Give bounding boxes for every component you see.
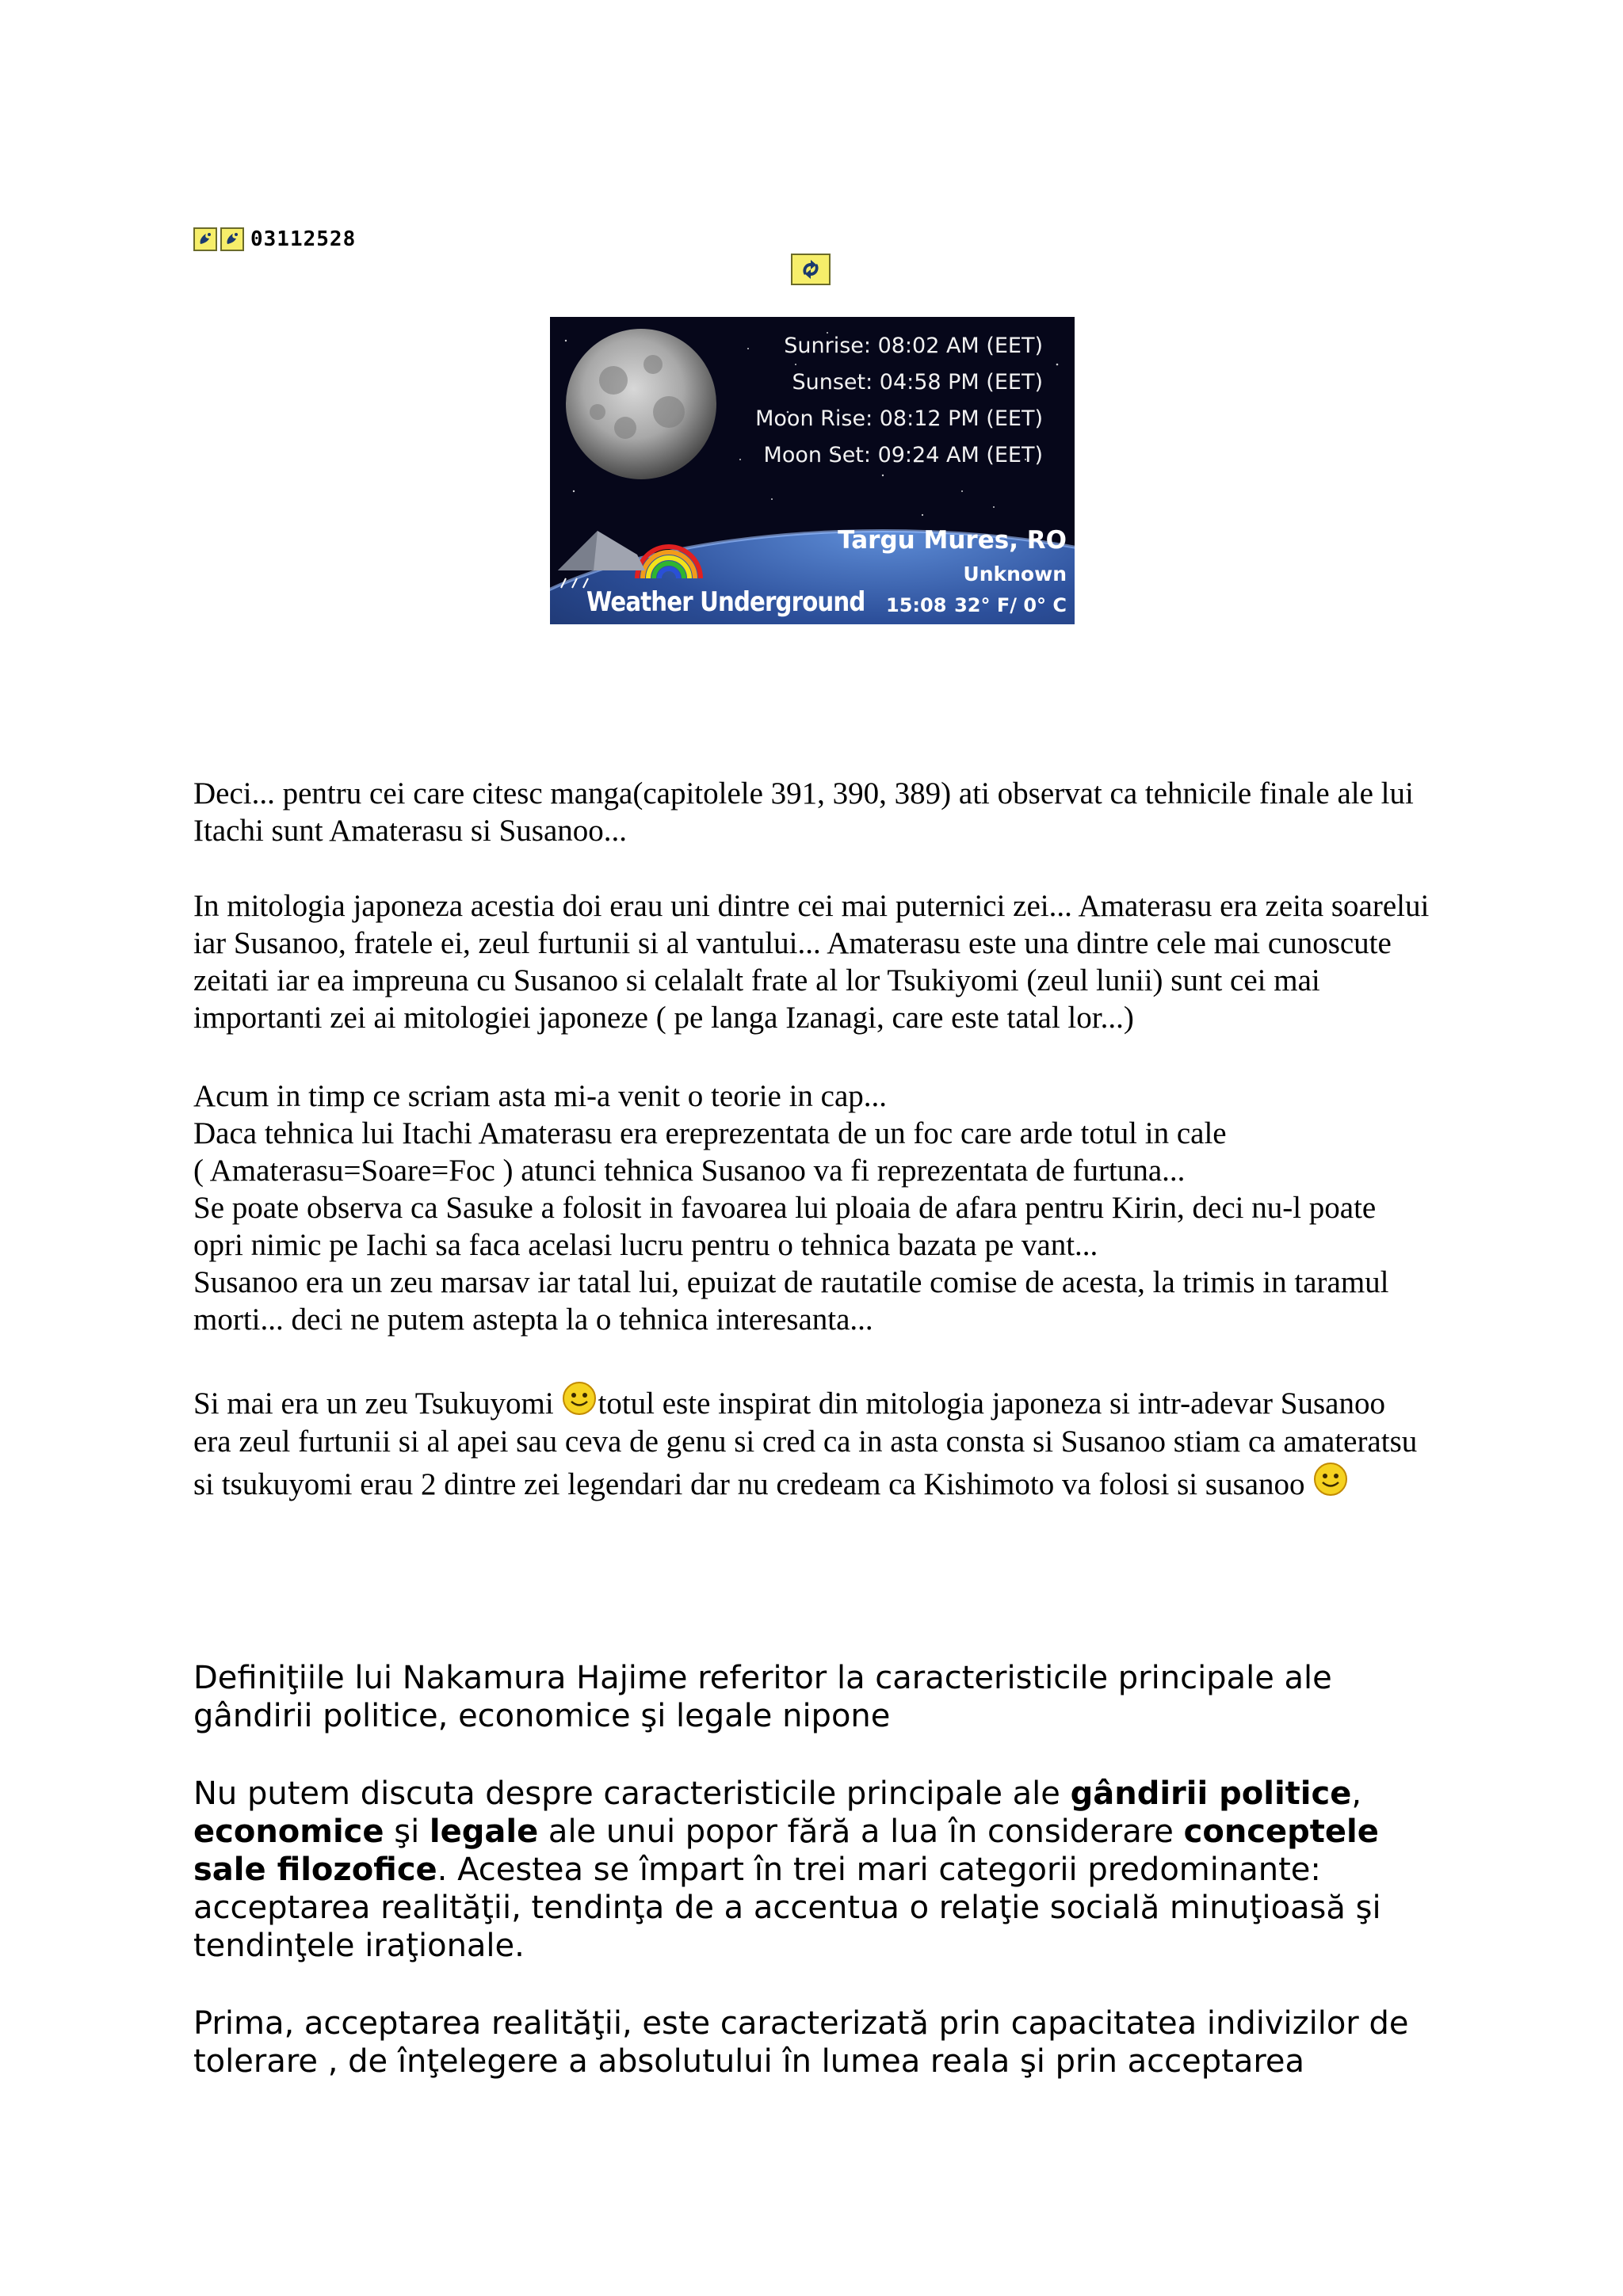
smiley-icon <box>1312 1461 1349 1497</box>
weather-brand-logo: Weather Underground <box>586 586 865 618</box>
bear-paw-icon[interactable] <box>220 227 244 251</box>
moonrise-row: Moon Rise: 08:12 PM (EET) <box>755 406 1043 431</box>
weather-widget[interactable] <box>550 317 1075 624</box>
article-paragraph-2: In mitologia japoneza acestia doi erau uni dintre cei mai puternici zei... Amaterasu era zeita soarelui iar Susanoo, fratele ei, zeul furtunii si al vantului... Amaterasu este una dintre cele mai cunoscute zeitati iar ea impreuna cu Susanoo si celalalt frate al lor Tsukiyomi (zeul lunii) sunt cei mai importanti zei ai mitologiei japoneze ( pe langa Izanagi, care este tatal lor...) <box>193 889 1430 1035</box>
article-line: Daca tehnica lui Itachi Amaterasu era ereprezentata de un foc care arde totul in cale <box>193 1116 1227 1150</box>
sunrise-row: Sunrise: 08:02 AM (EET) <box>784 334 1043 358</box>
article-paragraph-3 <box>193 1077 1430 1338</box>
article-paragraph-4: Si mai era un zeu Tsukuyomi totul este inspirat din mitologia japoneza si intr-adevar Susanoo era zeul furtunii si al apei sau ceva de genu si cred ca in asta consta si Susanoo stiam ca amateratsu si tsukuyomi erau 2 dintre zei legendari dar nu credeam ca Kishimoto va folosi si susanoo <box>193 1380 1430 1504</box>
bear-paw-icon[interactable] <box>193 227 217 251</box>
weather-time: 15:08 <box>886 594 947 616</box>
moonset-row: Moon Set: 09:24 AM (EET) <box>763 443 1043 467</box>
sunset-row: Sunset: 04:58 PM (EET) <box>792 370 1043 395</box>
refresh-icon[interactable] <box>791 254 831 285</box>
article-paragraph-1: Deci... pentru cei care citesc manga(capitolele 391, 390, 389) ati observat ca tehnicile finale ale lui Itachi sunt Amaterasu si Susanoo... <box>193 776 1414 848</box>
weather-temperature: 32° F/ 0° C <box>954 594 1067 616</box>
weather-times <box>755 328 1043 474</box>
article-line: Susanoo era un zeu marsav iar tatal lui, epuizat de rautatile comise de acesta, la trimis in taramul morti... deci ne putem astepta la o tehnica interesanta... <box>193 1265 1389 1337</box>
weather-condition: Unknown <box>963 563 1067 585</box>
article-line: Acum in timp ce scriam asta mi-a venit o teorie in cap... <box>193 1079 888 1113</box>
essay-paragraph-1: Nu putem discuta despre caracteristicile principale ale gândirii politice, economice şi legale ale unui popor fără a lua în considerare conceptele sale filozofice. Acestea se împart în trei mari categorii predominante: acceptarea realităţii, tendinţa de a accentua o relaţie socială minuţioasă şi tendinţele iraţionale. <box>193 1775 1381 1964</box>
counter-digits: 03112528 <box>250 227 357 251</box>
weather-city: Targu Mures, RO <box>838 526 1067 555</box>
article-line: ( Amaterasu=Soare=Foc ) atunci tehnica Susanoo va fi reprezentata de furtuna... <box>193 1154 1186 1188</box>
visitor-counter <box>193 225 356 254</box>
essay-paragraph-2: Prima, acceptarea realităţii, este caracterizată prin capacitatea indivizilor de tolerare , de înţelegere a absolutului în lumea reala şi prin acceptarea <box>193 2005 1409 2080</box>
smiley-icon <box>561 1380 598 1417</box>
article-line: Se poate observa ca Sasuke a folosit in favoarea lui ploaia de afara pentru Kirin, deci nu-l poate opri nimic pe Iachi sa faca acelasi lucru pentru o tehnica bazata pe vant... <box>193 1191 1377 1262</box>
essay-heading: Definiţiile lui Nakamura Hajime referitor la caracteristicile principale ale gândirii politice, economice şi legale nipone <box>193 1660 1332 1734</box>
moon-graphic <box>566 329 716 479</box>
